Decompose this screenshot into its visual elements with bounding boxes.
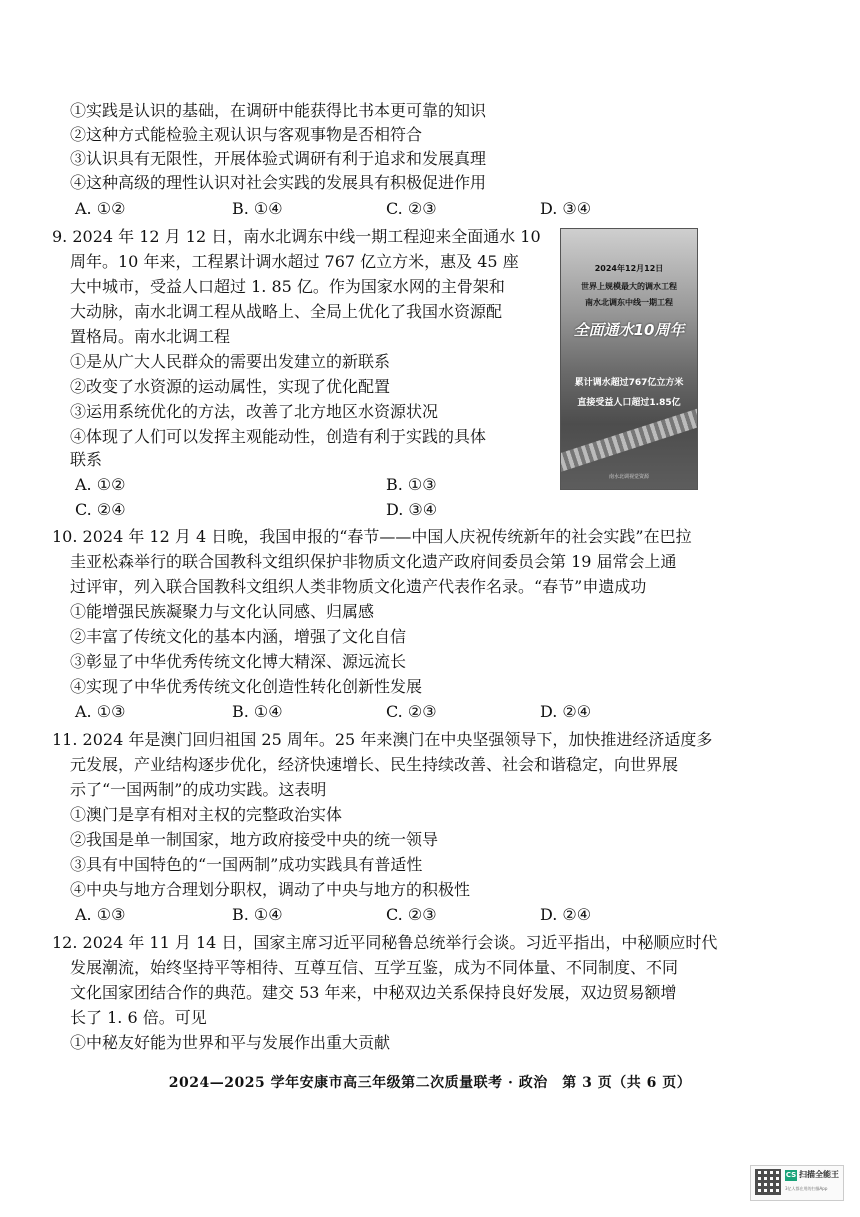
q8-option-a: A. ①②	[75, 199, 126, 218]
q8-option-b: B. ①④	[232, 199, 283, 218]
q12-item-1: ①中秘友好能为世界和平与发展作出重大贡献	[70, 1033, 391, 1052]
poster-headline: 全面通水10周年	[573, 321, 685, 339]
q9-stem-line-4: 大动脉，南水北调工程从战略上、全局上优化了我国水资源配	[70, 302, 503, 321]
q11-stem-line-1: 11. 2024 年是澳门回归祖国 25 周年。25 年来澳门在中央坚强领导下，加快推进经济适度多	[52, 730, 713, 749]
q11-item-2: ②我国是单一制国家，地方政府接受中央的统一领导	[70, 830, 439, 849]
q10-item-3: ③彰显了中华优秀传统文化博大精深、源远流长	[70, 652, 407, 671]
q8-option-c: C. ②③	[386, 199, 437, 218]
q8-option-d: D. ③④	[540, 199, 592, 218]
q9-item-4-cont: 联系	[70, 450, 103, 469]
q12-stem-line-4: 长了 1. 6 倍。可见	[70, 1008, 207, 1027]
scanner-tagline: 3亿人都在用的扫描App	[785, 1186, 828, 1191]
q10-item-4: ④实现了中华优秀传统文化创造性转化创新性发展	[70, 677, 423, 696]
q10-stem-line-1: 10. 2024 年 12 月 4 日晚，我国申报的“春节——中国人庆祝传统新年的社会实践”在巴拉	[52, 527, 692, 546]
q11-option-b: B. ①④	[232, 905, 283, 924]
q10-option-a: A. ①③	[75, 702, 126, 721]
q8-item-3: ③认识具有无限性，开展体验式调研有利于追求和发展真理	[70, 149, 487, 168]
poster-stat-2: 直接受益人口超过1.85亿	[577, 398, 681, 408]
q10-stem-line-2: 圭亚松森举行的联合国教科文组织保护非物质文化遗产政府间委员会第 19 届常会上通	[70, 552, 677, 571]
poster-date: 2024年12月12日	[594, 264, 664, 273]
q9-item-3: ③运用系统优化的方法，改善了北方地区水资源状况	[70, 402, 439, 421]
aqueduct-graphic	[560, 400, 698, 476]
page-footer: 2024—2025 学年安康市高三年级第二次质量联考 · 政治 第 3 页（共 6 页）	[168, 1075, 692, 1091]
q9-item-4: ④体现了人们可以发挥主观能动性，创造有利于实践的具体	[70, 427, 487, 446]
scanner-watermark	[750, 1165, 844, 1201]
q9-item-1: ①是从广大人民群众的需要出发建立的新联系	[70, 352, 391, 371]
q11-option-a: A. ①③	[75, 905, 126, 924]
q11-stem-line-3: 示了“一国两制”的成功实践。这表明	[70, 780, 327, 799]
q9-option-a: A. ①②	[75, 475, 126, 494]
q10-item-1: ①能增强民族凝聚力与文化认同感、归属感	[70, 602, 375, 621]
q9-option-d: D. ③④	[386, 500, 438, 519]
q11-item-3: ③具有中国特色的“一国两制”成功实践具有普适性	[70, 855, 423, 874]
q9-item-2: ②改变了水资源的运动属性，实现了优化配置	[70, 377, 391, 396]
q9-option-b: B. ①③	[386, 475, 437, 494]
q10-option-b: B. ①④	[232, 702, 283, 721]
q8-item-4: ④这种高级的理性认识对社会实践的发展具有积极促进作用	[70, 173, 487, 192]
poster-line-1: 世界上规模最大的调水工程	[581, 282, 677, 291]
q11-stem-line-2: 元发展，产业结构逐步优化，经济快速增长、民生持续改善、社会和谐稳定，向世界展	[70, 755, 679, 774]
poster-credit: 南水北调视觉资源	[608, 474, 649, 480]
poster-line-2: 南水北调东中线一期工程	[585, 298, 673, 307]
q9-stem-line-5: 置格局。南水北调工程	[70, 327, 231, 346]
q12-stem-line-2: 发展潮流，始终坚持平等相待、互尊互信、互学互鉴，成为不同体量、不同制度、不同	[70, 958, 679, 977]
q11-item-1: ①澳门是享有相对主权的完整政治实体	[70, 805, 343, 824]
q10-stem-line-3: 过评审，列入联合国教科文组织人类非物质文化遗产代表作名录。“春节”申遗成功	[70, 577, 647, 596]
q9-option-c: C. ②④	[75, 500, 126, 519]
q10-item-2: ②丰富了传统文化的基本内涵，增强了文化自信	[70, 627, 407, 646]
q9-stem-line-2: 周年。10 年来，工程累计调水超过 767 亿立方米，惠及 45 座	[70, 252, 519, 271]
q8-item-1: ①实践是认识的基础，在调研中能获得比书本更可靠的知识	[70, 101, 487, 120]
poster-stat-1: 累计调水超过767亿立方米	[574, 378, 684, 388]
q11-option-d: D. ②④	[540, 905, 592, 924]
q12-stem-line-3: 文化国家团结合作的典范。建交 53 年来，中秘双边关系保持良好发展，双边贸易额增	[70, 983, 677, 1002]
qr-code-icon	[755, 1169, 781, 1195]
q9-stem-line-3: 大中城市，受益人口超过 1. 85 亿。作为国家水网的主骨架和	[70, 277, 505, 296]
q10-option-c: C. ②③	[386, 702, 437, 721]
q8-item-2: ②这种方式能检验主观认识与客观事物是否相符合	[70, 125, 423, 144]
scanner-app-name: 扫描全能王	[799, 1170, 839, 1179]
camscanner-logo-icon: CS	[785, 1171, 797, 1179]
q10-option-d: D. ②④	[540, 702, 592, 721]
q11-item-4: ④中央与地方合理划分职权，调动了中央与地方的积极性	[70, 880, 471, 899]
q9-stem-line-1: 9. 2024 年 12 月 12 日，南水北调东中线一期工程迎来全面通水 10	[52, 227, 541, 246]
q11-option-c: C. ②③	[386, 905, 437, 924]
q12-stem-line-1: 12. 2024 年 11 月 14 日，国家主席习近平同秘鲁总统举行会谈。习近平指出，中秘顺应时代	[52, 933, 718, 952]
q9-poster-image	[560, 228, 698, 490]
